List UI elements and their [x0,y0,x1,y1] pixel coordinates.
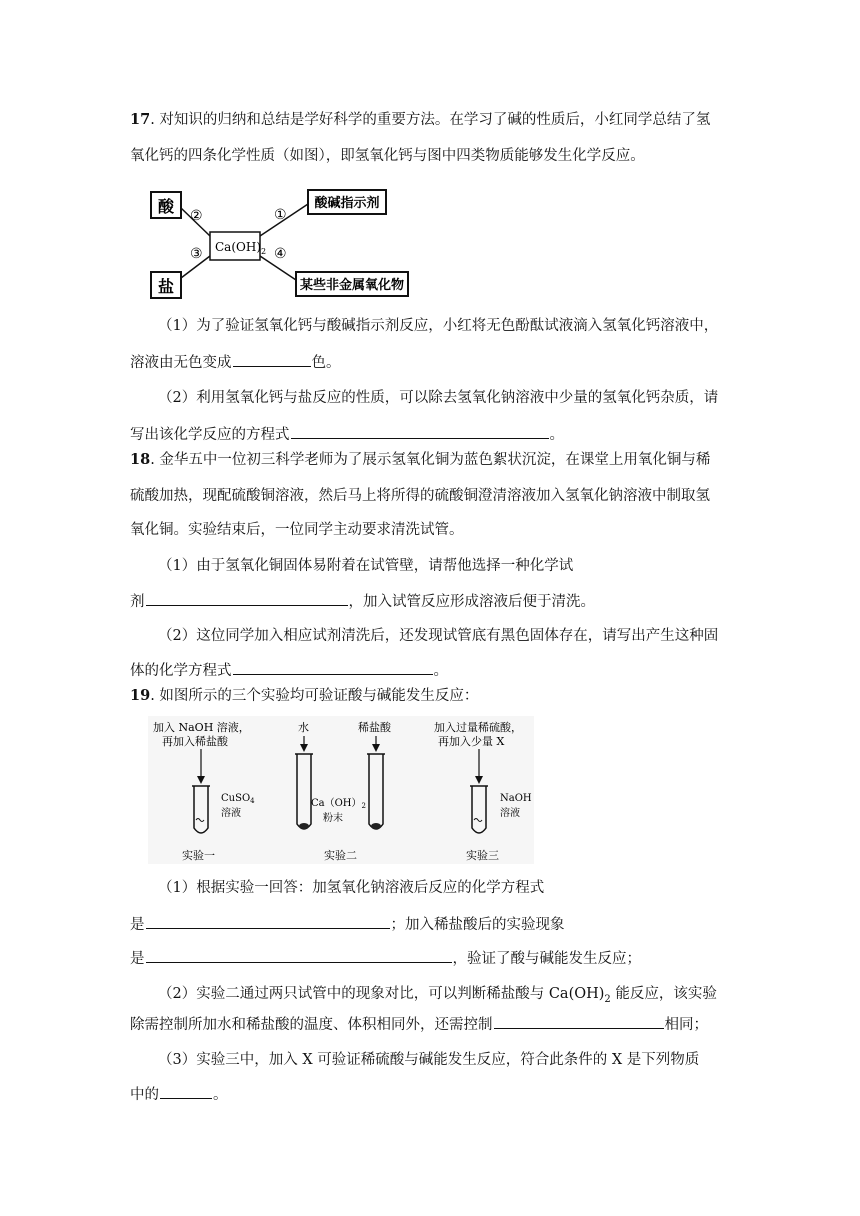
q19-blank-4[interactable] [160,1084,212,1099]
exp3-step1-label: 加入过量稀硫酸， [434,721,522,734]
exp2-powder-label-2: 粉末 [323,813,343,824]
q19-line-1: 19. 如图所示的三个实验均可验证酸与碱能发生反应： [130,687,479,704]
q17-part1-line-2: 溶液由无色变成 色。 [130,352,341,373]
q19-blank-2[interactable] [146,948,452,963]
q18-number: 18 [130,451,151,468]
salt-label: 盐 [157,277,175,296]
exp1-step2-label: 再加入稀盐酸 [162,735,228,748]
num-3: ③ [190,246,203,262]
q19-experiments-figure [148,716,534,864]
q18-part2-line-1: （2）这位同学加入相应试剂清洗后，还发现试管底有黑色固体存在，请写出产生这种固 [158,628,719,644]
q19-part1-line-2: 是 ；加入稀盐酸后的实验现象 [130,914,565,935]
exp3-solution-label-1: NaOH [500,793,532,804]
num-1: ① [274,207,287,223]
q18-part1-line-2: 剂 ，加入试管反应形成溶液后便于清洗。 [130,591,595,612]
exp2-powder-1 [299,823,309,829]
q19-part3-line-2: 中的 。 [130,1084,228,1105]
q19-part1-line-3: 是 ，验证了酸与碱能发生反应； [130,948,641,969]
indicator-label: 酸碱指示剂 [314,196,380,211]
q19-blank-3[interactable] [494,1014,664,1029]
exp1-label: 实验一 [182,849,215,862]
q18-part1-line-1: （1）由于氢氧化铜固体易附着在试管壁，请帮他选择一种化学试 [158,558,574,574]
q17-line-1: 17. 对知识的归纳和总结是学好科学的重要方法。在学习了碱的性质后，小红同学总结了氢 [130,111,711,128]
oxide-label: 某些非金属氧化物 [299,278,405,293]
q17-part1-line-1: （1）为了验证氢氧化钙与酸碱指示剂反应，小红将无色酚酞试液滴入氢氧化钙溶液中， [158,318,719,334]
exp1-step1-label: 加入 NaOH 溶液， [153,721,250,734]
center-label: $Ca(OH)_2$ [215,240,267,256]
exp2-powder-2 [371,823,381,829]
q17-number: 17 [130,111,151,128]
exp1-solution-label-2: 溶液 [221,808,241,819]
exp1-solution-label-1: CuSO$_4$ [221,793,255,805]
exp2-water-label: 水 [298,721,309,734]
q17-blank-2[interactable] [291,424,549,439]
q18-part2-line-2: 体的化学方程式 。 [130,660,448,681]
q19-part2-line-2: 除需控制所加水和稀盐酸的温度、体积相同外，还需控制 相同； [130,1014,708,1035]
q19-part3-line-1: （3）实验三中，加入 X 可验证稀硫酸与碱能发生反应，符合此条件的 X 是下列物质 [158,1052,700,1068]
q18-blank-1[interactable] [146,591,348,606]
q18-line-2: 硫酸加热，现配硫酸铜溶液，然后马上将所得的硫酸铜澄清溶液加入氢氧化钠溶液中制取氢 [130,488,710,504]
q19-part1-line-1: （1）根据实验一回答：加氢氧化钠溶液后反应的化学方程式 [158,880,545,896]
q17-part2-line-1: （2）利用氢氧化钙与盐反应的性质，可以除去氢氧化钠溶液中少量的氢氧化钙杂质，请 [158,390,719,406]
num-2: ② [190,208,203,224]
q18-line-1: 18. 金华五中一位初三科学老师为了展示氢氧化铜为蓝色絮状沉淀，在课堂上用氧化铜与稀 [130,451,711,468]
q18-blank-2[interactable] [233,660,433,675]
exp2-powder-label-1: $Ca(OH)_2$ [311,798,367,810]
exp3-solution-label-2: 溶液 [500,808,520,819]
num-4: ④ [274,246,287,262]
q17-line-2: 氧化钙的四条化学性质（如图），即氢氧化钙与图中四类物质能够发生化学反应。 [130,148,645,164]
exp2-acid-label: 稀盐酸 [358,721,391,734]
q19-part2-line-1: （2）实验二通过两只试管中的现象对比，可以判断稀盐酸与 $Ca(OH)_2$ 能反应，该实验 [158,986,717,1005]
exp3-step2-label: 再加入少量 X [438,735,505,748]
q19-number: 19 [130,687,151,704]
exp3-label: 实验三 [466,849,499,862]
exp2-label: 实验二 [324,849,357,862]
q17-part2-line-2: 写出该化学反应的方程式 。 [130,424,564,445]
q19-blank-1[interactable] [146,914,390,929]
q18-line-3: 氧化铜。实验结束后，一位同学主动要求清洗试管。 [130,522,464,538]
acid-label: 酸 [157,197,175,216]
q17-blank-1[interactable] [233,352,311,367]
q17-diagram [148,186,418,301]
